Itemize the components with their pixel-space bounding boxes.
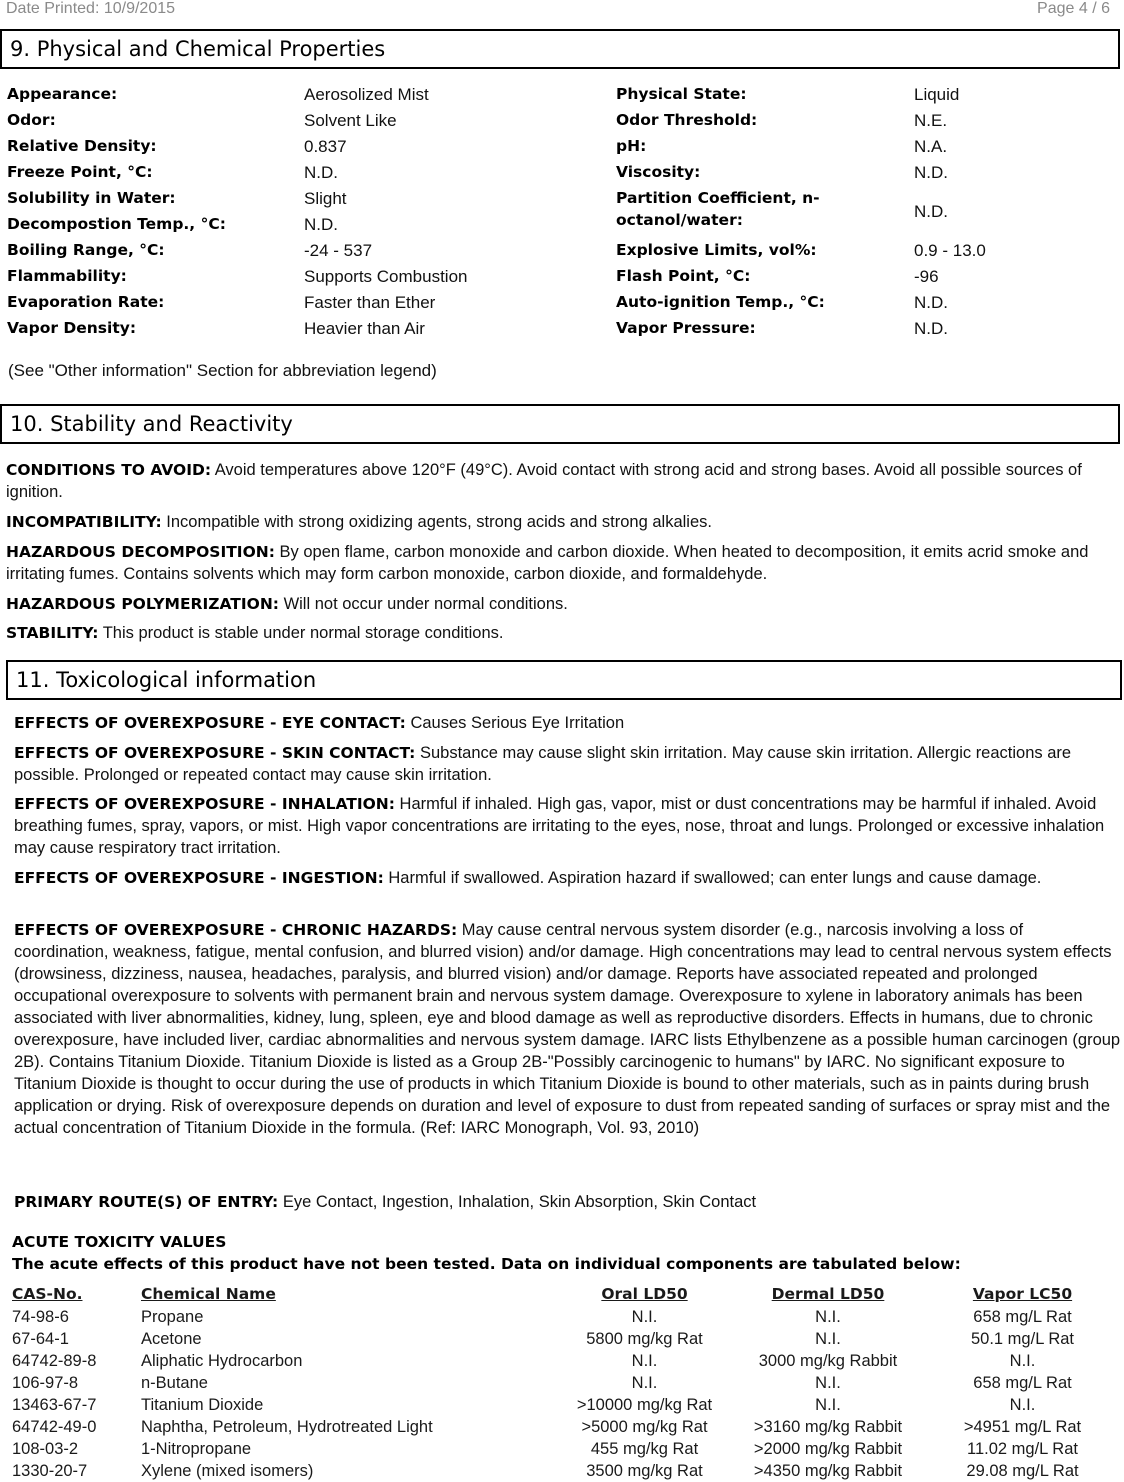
cas-cell: 74-98-6 xyxy=(12,1307,69,1326)
eye-contact-label: EFFECTS OF OVEREXPOSURE - EYE CONTACT: xyxy=(14,714,406,732)
cas-cell: 13463-67-7 xyxy=(12,1395,97,1414)
dermal-ld50-cell: N.I. xyxy=(815,1307,841,1326)
oral-ld50-cell: N.I. xyxy=(631,1373,658,1392)
chemical-name-cell: Naphtha, Petroleum, Hydrotreated Light xyxy=(141,1417,433,1436)
oral-ld50-cell: >10000 mg/kg Rat xyxy=(576,1395,713,1414)
vapor-lc50-cell: >4951 mg/L Rat xyxy=(963,1417,1082,1436)
partition-coefficient-value: N.D. xyxy=(914,202,948,221)
table-row xyxy=(12,1460,1116,1482)
skin-contact-effects xyxy=(14,742,1074,786)
appearance-value: Aerosolized Mist xyxy=(304,85,429,104)
chemical-name-cell: n-Butane xyxy=(141,1373,208,1392)
boiling-range-label: Boiling Range, °C: xyxy=(7,241,165,259)
acute-toxicity-title: ACUTE TOXICITY VALUES xyxy=(12,1233,227,1251)
inhalation-effects xyxy=(14,793,1124,859)
auto-ignition-value: N.D. xyxy=(914,293,948,312)
ingestion-label: EFFECTS OF OVEREXPOSURE - INGESTION: xyxy=(14,869,384,887)
chemical-name-cell: Titanium Dioxide xyxy=(141,1395,264,1414)
relative-density-value: 0.837 xyxy=(304,137,347,156)
incompatibility-label: INCOMPATIBILITY: xyxy=(6,513,162,531)
col-cas: CAS-No. xyxy=(12,1285,83,1303)
chemical-name-cell: Aliphatic Hydrocarbon xyxy=(141,1351,303,1370)
dermal-ld50-cell: >2000 mg/kg Rabbit xyxy=(753,1439,903,1458)
evaporation-rate-label: Evaporation Rate: xyxy=(7,293,165,311)
eye-contact-text: Causes Serious Eye Irritation xyxy=(405,714,625,732)
conditions-to-avoid-label: CONDITIONS TO AVOID: xyxy=(6,461,212,479)
acute-toxicity-subtitle: The acute effects of this product have not been tested. Data on individual components are tabulated below: xyxy=(12,1255,961,1273)
oral-ld50-cell: N.I. xyxy=(631,1351,658,1370)
oral-ld50-cell: 5800 mg/kg Rat xyxy=(586,1329,703,1348)
hazardous-polymerization xyxy=(6,593,1106,615)
oral-ld50-cell: 3500 mg/kg Rat xyxy=(586,1461,703,1480)
flash-point-label: Flash Point, °C: xyxy=(616,267,751,285)
vapor-lc50-cell: 11.02 mg/L Rat xyxy=(967,1439,1078,1458)
freeze-point-value: N.D. xyxy=(304,163,338,182)
odor-threshold-label: Odor Threshold: xyxy=(616,111,758,129)
cas-cell: 67-64-1 xyxy=(12,1329,69,1348)
flammability-label: Flammability: xyxy=(7,267,127,285)
stability xyxy=(6,622,1106,644)
vapor-lc50-cell: 50.1 mg/L Rat xyxy=(970,1329,1075,1348)
cas-cell: 106-97-8 xyxy=(12,1373,79,1392)
partition-coefficient-label: Partition Coefficient, n- xyxy=(616,189,820,207)
date-printed: Date Printed: 10/9/2015 xyxy=(6,0,176,17)
odor-threshold-value: N.E. xyxy=(914,111,948,130)
chemical-name-cell: Xylene (mixed isomers) xyxy=(141,1461,314,1480)
primary-routes-label: PRIMARY ROUTE(S) OF ENTRY: xyxy=(14,1193,279,1211)
auto-ignition-label: Auto-ignition Temp., °C: xyxy=(616,293,825,311)
oral-ld50-cell: >5000 mg/kg Rat xyxy=(581,1417,708,1436)
ingestion-text: Harmful if swallowed. Aspiration hazard if swallowed; can enter lungs and cause damage. xyxy=(383,869,1042,887)
oral-ld50-cell: 455 mg/kg Rat xyxy=(590,1439,699,1458)
stability-label: STABILITY: xyxy=(6,624,99,642)
ph-label: pH: xyxy=(616,137,647,155)
col-oral-ld50: Oral LD50 xyxy=(601,1285,688,1303)
explosive-limits-value: 0.9 - 13.0 xyxy=(914,241,986,260)
evaporation-rate-value: Faster than Ether xyxy=(304,293,436,312)
cas-cell: 64742-89-8 xyxy=(12,1351,97,1370)
dermal-ld50-cell: >4350 mg/kg Rabbit xyxy=(753,1461,903,1480)
col-chemical-name: Chemical Name xyxy=(141,1285,276,1303)
skin-contact-label: EFFECTS OF OVEREXPOSURE - SKIN CONTACT: xyxy=(14,744,416,762)
chemical-name-cell: Propane xyxy=(141,1307,204,1326)
appearance-label: Appearance: xyxy=(7,85,118,103)
flash-point-value: -96 xyxy=(914,267,939,286)
chemical-name-cell: 1-Nitropropane xyxy=(141,1439,252,1458)
vapor-lc50-cell: 29.08 mg/L Rat xyxy=(966,1461,1079,1480)
col-vapor-lc50: Vapor LC50 xyxy=(972,1285,1073,1303)
vapor-pressure-value: N.D. xyxy=(914,319,948,338)
primary-routes-text: Eye Contact, Ingestion, Inhalation, Skin Absorption, Skin Contact xyxy=(278,1193,757,1211)
cas-cell: 1330-20-7 xyxy=(12,1461,88,1480)
decomposition-temp-label: Decompostion Temp., °C: xyxy=(7,215,226,233)
conditions-to-avoid xyxy=(6,459,1096,503)
odor-value: Solvent Like xyxy=(304,111,397,130)
acute-toxicity-table xyxy=(12,1282,1116,1482)
oral-ld50-cell: N.I. xyxy=(631,1307,658,1326)
table-row xyxy=(12,1372,1116,1394)
dermal-ld50-cell: N.I. xyxy=(815,1329,841,1348)
physical-state-value: Liquid xyxy=(914,85,960,104)
viscosity-value: N.D. xyxy=(914,163,948,182)
stability-text: This product is stable under normal storage conditions. xyxy=(98,624,504,642)
col-dermal-ld50: Dermal LD50 xyxy=(771,1285,885,1303)
solubility-value: Slight xyxy=(304,189,347,208)
table-row xyxy=(12,1306,1116,1328)
dermal-ld50-cell: N.I. xyxy=(815,1395,841,1414)
section-9-title: 9. Physical and Chemical Properties xyxy=(0,29,1120,69)
dermal-ld50-cell: 3000 mg/kg Rabbit xyxy=(758,1351,898,1370)
inhalation-text: Harmful if inhaled. High gas, vapor, mist or dust concentrations may be harmful if inhaled. Avoid breathing fumes, spray, vapors, or mist. High vapor concentrations are irritating to the eyes, nose, throat and lungs. Prolonged or excessive inhalation may cause respiratory tract irritation. xyxy=(14,795,1105,857)
table-header-row xyxy=(12,1282,1116,1306)
table-row xyxy=(12,1350,1116,1372)
hazardous-decomposition-label: HAZARDOUS DECOMPOSITION: xyxy=(6,543,275,561)
skin-contact-text: Substance may cause slight skin irritation. May cause skin irritation. Allergic reactions are possible. Prolonged or repeated contact may cause skin irritation. xyxy=(14,744,1072,784)
hazardous-polymerization-text: Will not occur under normal conditions. xyxy=(278,595,568,613)
vapor-lc50-cell: 658 mg/L Rat xyxy=(973,1307,1072,1326)
boiling-range-value: -24 - 537 xyxy=(304,241,373,260)
table-row xyxy=(12,1394,1116,1416)
conditions-to-avoid-text: Avoid temperatures above 120°F (49°C). Avoid contact with strong acid and strong bases. Avoid all possible sources of ignition. xyxy=(6,461,1082,501)
ingestion-effects xyxy=(14,867,1122,889)
primary-routes-of-entry xyxy=(14,1191,1118,1213)
incompatibility xyxy=(6,511,1106,533)
relative-density-label: Relative Density: xyxy=(7,137,157,155)
abbreviation-note: (See "Other information" Section for abbreviation legend) xyxy=(8,361,437,380)
odor-label: Odor: xyxy=(7,111,56,129)
section-10-title: 10. Stability and Reactivity xyxy=(0,404,1120,444)
decomposition-temp-value: N.D. xyxy=(304,215,338,234)
cas-cell: 108-03-2 xyxy=(12,1439,79,1458)
chronic-hazards-text: May cause central nervous system disorder (e.g., narcosis involving a loss of coordination, weakness, fatigue, mental confusion, and blurred vision) and/or damage. High concentrations may lead to central nervous system effects (drowsiness, dizziness, nausea, headaches, paralysis, and blurred vision) and/or damage. Reports have associated repeated and prolonged occupational overexposure to solvents with permanent brain and nervous system damage. Overexposure to xylene in laboratory animals has been associated with liver abnormalities, kidney, lung, spleen, eye and blood damage as well as reproductive disorders. Effects in humans, due to chronic overexposure, have included liver, cardiac abnormalities and nervous system damage. IARC lists Ethylbenzene as a possible human carcinogen (group 2B). Contains Titanium Dioxide. Titanium Dioxide is listed as a Group 2B-"Possibly carcinogenic to humans" by IARC. No significant exposure to Titanium Dioxide is thought to occur during the use of products in which Titanium Dioxide is bound to other materials, such as in paints during brush application or drying. Risk of overexposure depends on duration and level of exposure to dust from repeated sanding of surfaces or spray mist and the actual concentration of Titanium Dioxide in the formula. (Ref: IARC Monograph, Vol. 93, 2010) xyxy=(14,921,1121,1137)
chemical-name-cell: Acetone xyxy=(141,1329,202,1348)
physical-state-label: Physical State: xyxy=(616,85,747,103)
page-number: Page 4 / 6 xyxy=(1037,0,1110,17)
inhalation-label: EFFECTS OF OVEREXPOSURE - INHALATION: xyxy=(14,795,395,813)
vapor-lc50-cell: N.I. xyxy=(1009,1351,1036,1370)
eye-contact-effects xyxy=(14,712,1118,734)
vapor-density-label: Vapor Density: xyxy=(7,319,137,337)
hazardous-decomposition xyxy=(6,541,1112,585)
section-11-title: 11. Toxicological information xyxy=(6,660,1122,700)
table-row xyxy=(12,1416,1116,1438)
viscosity-label: Viscosity: xyxy=(616,163,701,181)
dermal-ld50-cell: N.I. xyxy=(815,1373,841,1392)
vapor-lc50-cell: N.I. xyxy=(1009,1395,1036,1414)
hazardous-decomposition-text: By open flame, carbon monoxide and carbon dioxide. When heated to decomposition, it emits acrid smoke and irritating fumes. Contains solvents which may form carbon monoxide, carbon dioxide, and formaldehyde. xyxy=(6,543,1089,583)
freeze-point-label: Freeze Point, °C: xyxy=(7,163,153,181)
vapor-density-value: Heavier than Air xyxy=(304,319,425,338)
solubility-label: Solubility in Water: xyxy=(7,189,176,207)
chronic-hazards-label: EFFECTS OF OVEREXPOSURE - CHRONIC HAZARDS: xyxy=(14,921,458,939)
chronic-hazards-effects xyxy=(14,919,1122,1139)
dermal-ld50-cell: >3160 mg/kg Rabbit xyxy=(753,1417,903,1436)
partition-coefficient-label-line2: octanol/water: xyxy=(616,211,743,229)
incompatibility-text: Incompatible with strong oxidizing agents, strong acids and strong alkalies. xyxy=(161,513,712,531)
vapor-lc50-cell: 658 mg/L Rat xyxy=(973,1373,1072,1392)
hazardous-polymerization-label: HAZARDOUS POLYMERIZATION: xyxy=(6,595,279,613)
table-row xyxy=(12,1328,1116,1350)
table-row xyxy=(12,1438,1116,1460)
explosive-limits-label: Explosive Limits, vol%: xyxy=(616,241,817,259)
flammability-value: Supports Combustion xyxy=(304,267,468,286)
vapor-pressure-label: Vapor Pressure: xyxy=(616,319,756,337)
ph-value: N.A. xyxy=(914,137,948,156)
cas-cell: 64742-49-0 xyxy=(12,1417,97,1436)
